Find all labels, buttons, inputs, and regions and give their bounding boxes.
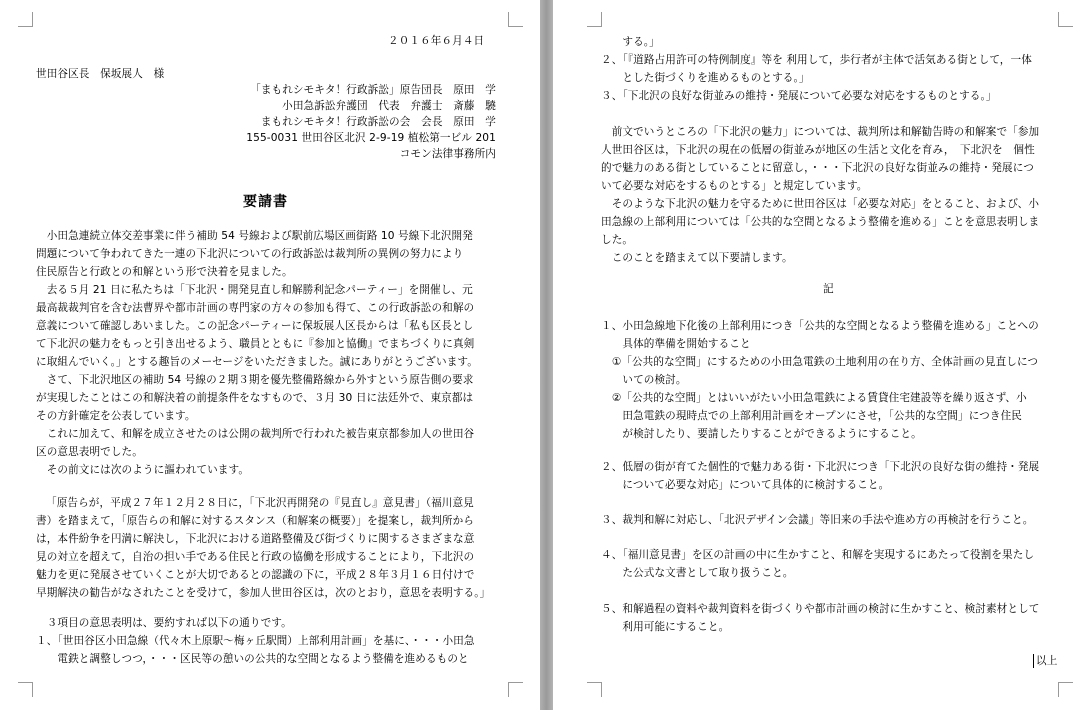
document-title: 要請書 — [243, 194, 288, 210]
body-line: 区の意思表明でした。 — [36, 446, 143, 458]
body-line: 小田急連続立体交差事業に伴う補助 54 号線および駅前広場区画街路 10 号線下北沢開発 — [36, 230, 473, 242]
request-subitem: が検討したり、要請したりすることができるようにすること。 — [601, 428, 922, 440]
addressee: 世田谷区長 保坂展人 様 — [36, 68, 165, 80]
sender-line: 小田急訴訟弁護団 代表 弁護士 斎藤 驍 — [282, 100, 496, 112]
crop-mark — [508, 682, 523, 697]
body-line: した。 — [601, 234, 634, 246]
body-line: に取組んでいく。」とする趣旨のメーセージをいただきました。誠にありがとうございます。 — [36, 356, 478, 368]
closing-text: 以上 — [1036, 655, 1058, 667]
quote-line: 早期解決の勧告がなされたことを受けて，参加人世田谷区は，次のとおり，意思を表明する。」 — [36, 587, 491, 599]
list-item: とした街づくりを進めるものとする。」 — [601, 72, 810, 84]
body-line: これに加えて、和解を成立させたのは公開の裁判所で行われた被告東京都参加人の世田谷 — [36, 428, 475, 440]
crop-mark — [1058, 682, 1073, 697]
quote-line: 「原告らが，平成２７年１２月２８日に，「下北沢再開発の『見直し』意見書」（福川意見 — [46, 497, 474, 509]
body-line: 前文でいうところの「下北沢の魅力」については、裁判所は和解勧告時の和解案で「参加 — [601, 126, 1040, 138]
body-line: その前文には次のように謳われています。 — [36, 464, 250, 476]
body-line: さて、下北沢地区の補助 54 号線の２期３期を優先整備路線から外すという原告側の要求 — [36, 374, 474, 386]
body-line: このことを踏まえて以下要請します。 — [601, 252, 793, 264]
document-date: ２０１６年６月４日 — [388, 35, 485, 47]
crop-mark — [18, 12, 33, 27]
crop-mark — [18, 682, 33, 697]
sender-line: まもれシモキタ！行政訴訟の会 会長 原田 学 — [260, 116, 496, 128]
text-cursor — [1033, 654, 1034, 668]
sender-line: コモン法律事務所内 — [399, 148, 496, 160]
request-subitem: ②「公共的な空間」とはいいがたい小田急電鉄による賃貸住宅建設等を繰り返さず、小 — [601, 392, 1027, 404]
sender-line: 155-0031 世田谷区北沢 2-9-19 植松第一ビル 201 — [246, 132, 496, 144]
crop-mark — [587, 12, 602, 27]
body-line: 意義について確認しあいました。この記念パーティーに保坂展人区長からは「私も区長とし — [36, 320, 474, 332]
request-item: について必要な対応」について具体的に検討すること。 — [601, 479, 890, 491]
body-line: 的で魅力のある街としていることに留意し，・・・下北沢の良好な街並みの維持・発展につ — [601, 162, 1034, 174]
quote-line: は，本件紛争を円満に解決し，下北沢における道路整備及び街づくりに関するさまざまな意 — [36, 533, 475, 545]
request-subitem: いての検討。 — [601, 374, 687, 386]
request-item: ５、和解過程の資料や裁判資料を街づくりや都市計画の検討に生かすこと、検討素材として — [601, 603, 1040, 615]
body-line: ３項目の意思表明は、要約すれば以下の通りです。 — [36, 617, 292, 629]
body-line: 住民原告と行政との和解という形で決着を見ました。 — [36, 266, 293, 278]
body-line: 人世田谷区は，下北沢の現在の低層の街並みが地区の生活と文化を育み， 下北沢を 個性 — [601, 144, 1035, 156]
body-line: いて必要な対応をするものとする」と規定しています。 — [601, 180, 868, 192]
request-item: ３、裁判和解に対応し、「北沢デザイン会議」等旧来の手法や進め方の再検討を行うこと。 — [601, 514, 1034, 526]
request-item: 利用可能にすること。 — [601, 621, 730, 633]
body-line: そのような下北沢の魅力を守るために世田谷区は「必要な対応」をとること、および、小 — [601, 198, 1040, 210]
crop-mark — [587, 682, 602, 697]
crop-mark — [508, 12, 523, 27]
body-line: 田急線の上部利用については「公共的な空間となるよう整備を進める」ことを意思表明しま — [601, 216, 1040, 228]
list-item: ２、「『道路占用許可の特例制度』等を 利用して，歩行者が主体で活気ある街として，一体 — [601, 54, 1032, 66]
body-line: て下北沢の魅力をもっと引き出せるよう、職員とともに『参加と協働』でまちづくりに真剣 — [36, 338, 475, 350]
list-item: 電鉄と調整しつつ，・・・区民等の憩いの公共的な空間となるよう整備を進めるものと — [36, 653, 469, 665]
list-item: する。」 — [601, 36, 660, 48]
quote-line: 見の対立を超えて，自治の担い手である住民と行政の協働を形成することにより，下北沢の — [36, 551, 475, 563]
page-gutter — [540, 0, 553, 710]
body-line: 去る５月 21 日に私たちは「下北沢・開発見直し和解勝利記念パーティー」を開催し、元 — [36, 284, 473, 296]
request-subitem: ①「公共的な空間」にするための小田急電鉄の土地利用の在り方、全体計画の見直しにつ — [601, 356, 1039, 368]
quote-line: 書）を踏まえて，「原告らの和解に対するスタンス（和解案の概要）」を提案し，裁判所から — [36, 515, 475, 527]
body-line: が実現したことはこの和解決着の前提条件をなすもので、３月 30 日に法廷外で、東京都は — [36, 392, 474, 404]
document-page-2[interactable] — [553, 0, 1085, 710]
list-item: １、「世田谷区小田急線（代々木上原駅～梅ヶ丘駅間）上部利用計画」を基に、・・・小田急 — [36, 635, 475, 647]
request-item: た公式な文書として取り扱うこと。 — [601, 567, 794, 579]
request-item: 具体的準備を開始すること — [601, 338, 751, 350]
request-item: ２、低層の街が育てた個性的で魅力ある街・下北沢につき「下北沢の良好な街の維持・発展 — [601, 461, 1040, 473]
body-line: 最高裁裁判官を含む法曹界や都市計画の専門家の方々の参加も得て、この行政訴訟の和解の — [36, 302, 475, 314]
crop-mark — [1058, 12, 1073, 27]
sender-line: 「まもれシモキタ！行政訴訟」原告団長 原田 学 — [250, 84, 496, 96]
request-item: １、小田急線地下化後の上部利用につき「公共的な空間となるよう整備を進める」ことへの — [601, 320, 1039, 332]
ki-heading: 記 — [823, 283, 834, 295]
list-item: ３、「下北沢の良好な街並みの維持・発展について必要な対応をするものとする。」 — [601, 90, 997, 102]
quote-line: 魅力を更に発展させていくことが大切であるとの認識の下に，平成２８年３月１６日付けで — [36, 569, 475, 581]
document-page-1[interactable] — [0, 0, 540, 710]
request-subitem: 田急電鉄の現時点での上部利用計画をオープンにさせ，「公共的な空間」につき住民 — [601, 410, 1022, 422]
body-line: その方針確定を公表しています。 — [36, 410, 196, 422]
body-line: 問題について争われてきた一連の下北沢についての行政訴訟は裁判所の異例の努力により — [36, 248, 464, 260]
request-item: ４、「福川意見書」を区の計画の中に生かすこと、和解を実現するにあたって役割を果たし — [601, 549, 1035, 561]
